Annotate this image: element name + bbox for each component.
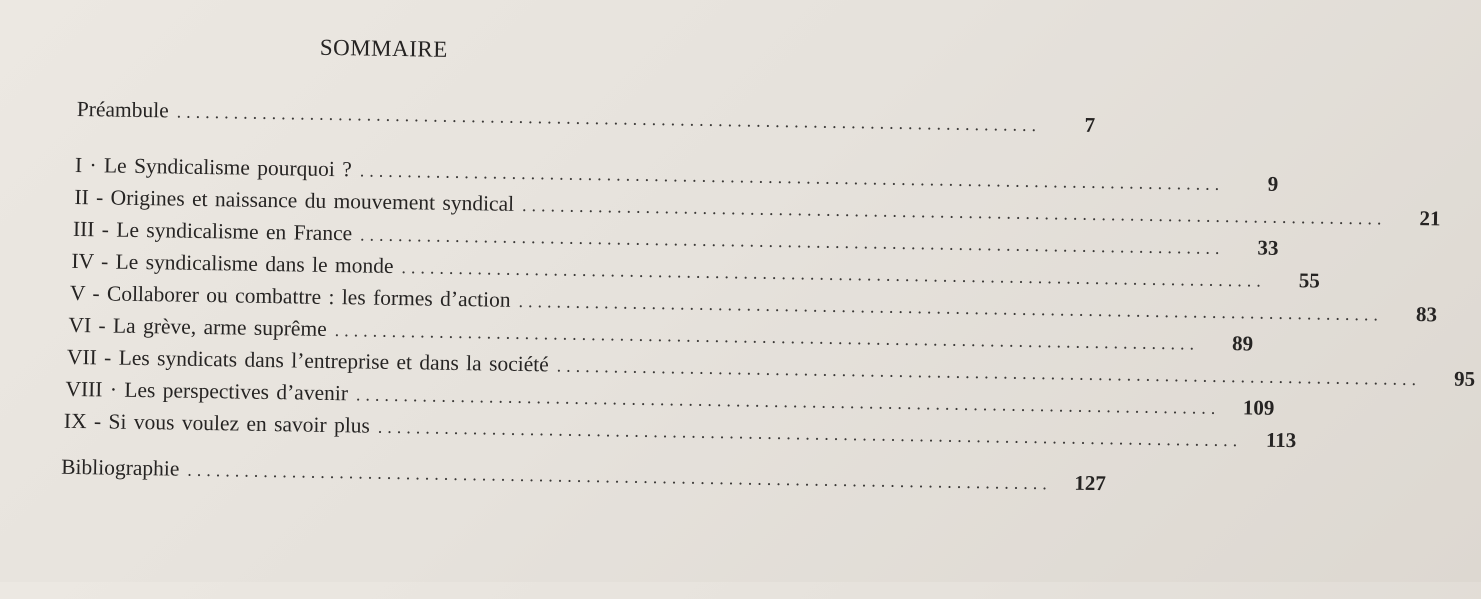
toc-entry-label: VII - Les syndicats dans l’entreprise et dans la société (66, 344, 549, 377)
dot-leader: ........................................................................................... (187, 459, 1052, 494)
toc-entry-label: Préambule (76, 96, 169, 123)
toc-entry-label: V - Collaborer ou combattre : les formes d’action (69, 280, 511, 312)
toc-page-number: 113 (1265, 427, 1297, 453)
toc-page-number: 127 (1074, 470, 1106, 496)
dot-leader: ........................................................................................... (355, 384, 1221, 418)
toc-page-number: 95 (1453, 366, 1476, 391)
dot-leader: ........................................................................................... (359, 160, 1225, 195)
toc-entry-preambule (76, 96, 1096, 137)
toc-page-number: 109 (1242, 395, 1275, 420)
dot-leader: ........................................................................................... (377, 416, 1243, 451)
toc-entry-label: VI - La grève, arme suprême (68, 312, 327, 341)
toc-page-number: 83 (1415, 302, 1438, 327)
toc-page-number: 7 (1084, 112, 1096, 137)
toc-entry-bibliographie (61, 454, 1106, 496)
toc-page-number: 89 (1231, 331, 1254, 356)
toc-entry-label: IX - Si vous voulez en savoir plus (63, 408, 371, 438)
toc-entry-label: II - Origines et naissance du mouvement syndical (74, 184, 515, 216)
dot-leader: ........................................................................................... (521, 194, 1387, 229)
toc-entry-label: I · Le Syndicalisme pourquoi ? (74, 152, 353, 182)
toc-page-number: 21 (1419, 206, 1441, 231)
toc-entry-label: VIII · Les perspectives d’avenir (65, 376, 349, 406)
toc-page-number: 55 (1298, 268, 1321, 293)
page-title: SOMMAIRE (319, 34, 448, 62)
toc-page-number: 9 (1267, 171, 1279, 196)
dot-leader: ........................................................................................... (334, 320, 1200, 354)
dot-leader: ........................................................................................... (556, 355, 1422, 390)
dot-leader: ........................................................................................... (359, 224, 1225, 259)
toc-entry-label: III - Le syndicalisme en France (72, 216, 353, 246)
dot-leader: ........................................................................................... (518, 290, 1384, 325)
dot-leader: ........................................................................................... (401, 257, 1267, 291)
toc-entry-label: Bibliographie (61, 454, 180, 481)
toc-entry-label: IV - Le syndicalisme dans le monde (71, 248, 394, 278)
dot-leader: ........................................................................................... (176, 101, 1042, 136)
toc-page-number: 33 (1257, 235, 1279, 260)
